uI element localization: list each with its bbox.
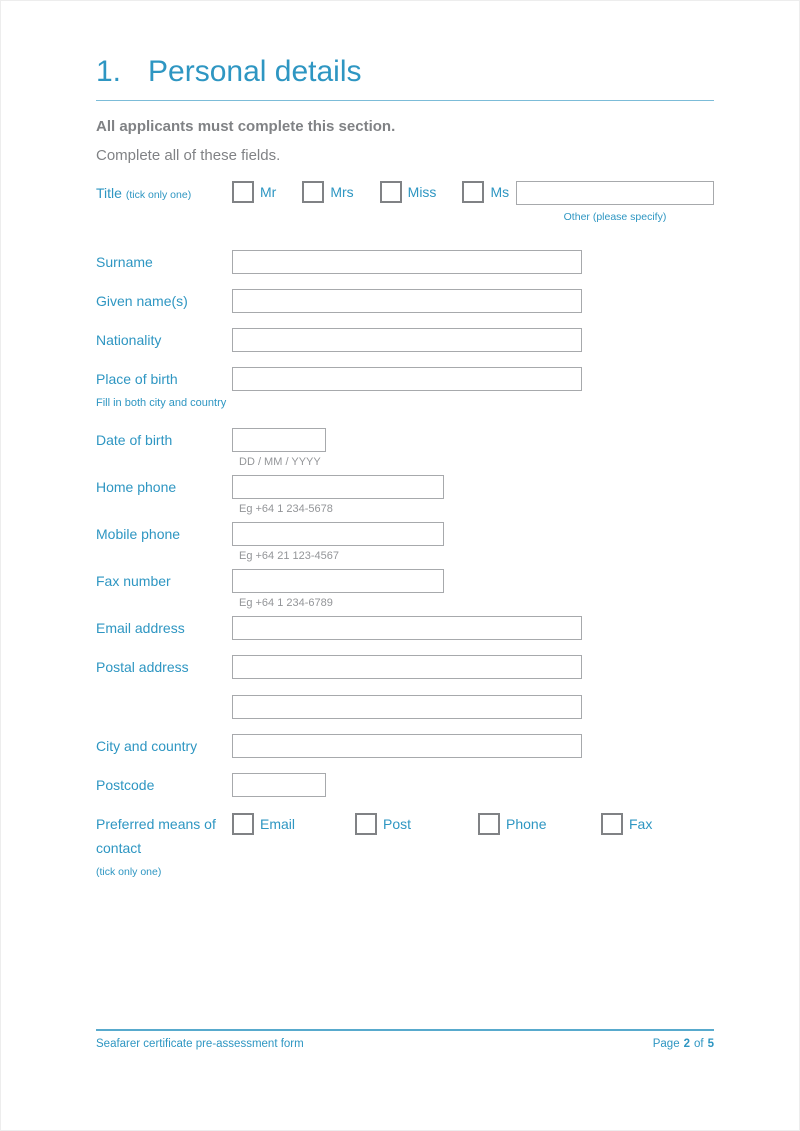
field-row-place-of-birth bbox=[96, 367, 714, 391]
field-row-postal-address bbox=[96, 655, 714, 719]
section-heading bbox=[96, 55, 714, 89]
title-options bbox=[232, 181, 509, 203]
field-row-preferred-contact bbox=[96, 812, 714, 879]
mr-checkbox[interactable] bbox=[232, 181, 254, 203]
ms-label: Ms bbox=[490, 184, 510, 200]
contact-fax-checkbox[interactable] bbox=[601, 813, 623, 835]
mr-label: Mr bbox=[260, 184, 277, 200]
contact-post-checkbox[interactable] bbox=[355, 813, 377, 835]
title-option-miss[interactable] bbox=[380, 181, 437, 203]
preferred-contact-note: (tick only one) bbox=[96, 866, 162, 878]
contact-phone-checkbox[interactable] bbox=[478, 813, 500, 835]
field-row-fax-number bbox=[96, 569, 714, 609]
given-names-label: Given name(s) bbox=[96, 293, 188, 309]
field-row-date-of-birth bbox=[96, 428, 714, 468]
contact-option-phone[interactable] bbox=[478, 813, 601, 835]
mrs-checkbox[interactable] bbox=[302, 181, 324, 203]
date-of-birth-label: Date of birth bbox=[96, 432, 173, 448]
section-number: 1. bbox=[96, 55, 122, 88]
mobile-phone-hint: Eg +64 21 123-4567 bbox=[239, 550, 340, 562]
date-of-birth-hint: DD / MM / YYYY bbox=[239, 456, 321, 468]
contact-fax-label: Fax bbox=[629, 816, 653, 832]
postal-address-label: Postal address bbox=[96, 659, 189, 675]
title-label-note: (tick only one) bbox=[125, 189, 192, 201]
fax-number-label: Fax number bbox=[96, 573, 171, 589]
place-of-birth-input[interactable] bbox=[232, 367, 582, 391]
contact-option-email[interactable] bbox=[232, 813, 355, 835]
field-row-home-phone bbox=[96, 475, 714, 515]
field-row-city-and-country bbox=[96, 734, 714, 758]
postal-address-line1-input[interactable] bbox=[232, 655, 582, 679]
footer-page-number: Page 2 of 5 bbox=[652, 1038, 714, 1050]
fax-number-input[interactable] bbox=[232, 569, 444, 593]
field-row-nationality bbox=[96, 328, 714, 352]
title-other-caption: Other (please specify) bbox=[563, 211, 667, 223]
contact-option-fax[interactable] bbox=[601, 813, 724, 835]
home-phone-input[interactable] bbox=[232, 475, 444, 499]
given-names-input[interactable] bbox=[232, 289, 582, 313]
email-address-input[interactable] bbox=[232, 616, 582, 640]
place-of-birth-label: Place of birth bbox=[96, 371, 178, 387]
intro-text: Complete all of these fields. bbox=[96, 147, 281, 164]
page-footer bbox=[96, 1029, 714, 1050]
title-label: Title (tick only one) bbox=[96, 185, 192, 201]
postcode-label: Postcode bbox=[96, 777, 155, 793]
home-phone-hint: Eg +64 1 234-5678 bbox=[239, 503, 333, 515]
email-address-label: Email address bbox=[96, 620, 185, 636]
home-phone-label: Home phone bbox=[96, 479, 177, 495]
ms-checkbox[interactable] bbox=[462, 181, 484, 203]
field-row-title bbox=[96, 181, 714, 223]
field-row-email-address bbox=[96, 616, 714, 640]
field-row-given-names bbox=[96, 289, 714, 313]
postal-address-line2-input[interactable] bbox=[232, 695, 582, 719]
contact-post-label: Post bbox=[383, 816, 412, 832]
surname-label: Surname bbox=[96, 254, 153, 270]
city-and-country-input[interactable] bbox=[232, 734, 582, 758]
title-option-ms[interactable] bbox=[462, 181, 509, 203]
contact-option-post[interactable] bbox=[355, 813, 478, 835]
title-option-mrs[interactable] bbox=[302, 181, 353, 203]
mobile-phone-input[interactable] bbox=[232, 522, 444, 546]
page-title: Personal details bbox=[148, 55, 362, 88]
field-row-postcode bbox=[96, 773, 714, 797]
preferred-contact-label: Preferred means of contact (tick only one) bbox=[96, 812, 232, 879]
field-row-mobile-phone bbox=[96, 522, 714, 562]
nationality-label: Nationality bbox=[96, 332, 162, 348]
contact-email-label: Email bbox=[260, 816, 296, 832]
date-of-birth-input[interactable] bbox=[232, 428, 326, 452]
heading-rule bbox=[96, 100, 714, 101]
title-option-mr[interactable] bbox=[232, 181, 276, 203]
postcode-input[interactable] bbox=[232, 773, 326, 797]
intro-bold-text: All applicants must complete this section. bbox=[96, 118, 396, 135]
contact-email-checkbox[interactable] bbox=[232, 813, 254, 835]
city-and-country-label: City and country bbox=[96, 738, 198, 754]
preferred-contact-options bbox=[232, 812, 724, 835]
mrs-label: Mrs bbox=[330, 184, 354, 200]
contact-phone-label: Phone bbox=[506, 816, 547, 832]
field-row-surname bbox=[96, 250, 714, 274]
title-other-input[interactable] bbox=[516, 181, 714, 205]
miss-label: Miss bbox=[407, 184, 437, 200]
fax-number-hint: Eg +64 1 234-6789 bbox=[239, 597, 333, 609]
miss-checkbox[interactable] bbox=[380, 181, 402, 203]
place-of-birth-note: Fill in both city and country bbox=[96, 397, 227, 409]
mobile-phone-label: Mobile phone bbox=[96, 526, 181, 542]
footer-document-title: Seafarer certificate pre-assessment form bbox=[96, 1038, 304, 1050]
surname-input[interactable] bbox=[232, 250, 582, 274]
nationality-input[interactable] bbox=[232, 328, 582, 352]
